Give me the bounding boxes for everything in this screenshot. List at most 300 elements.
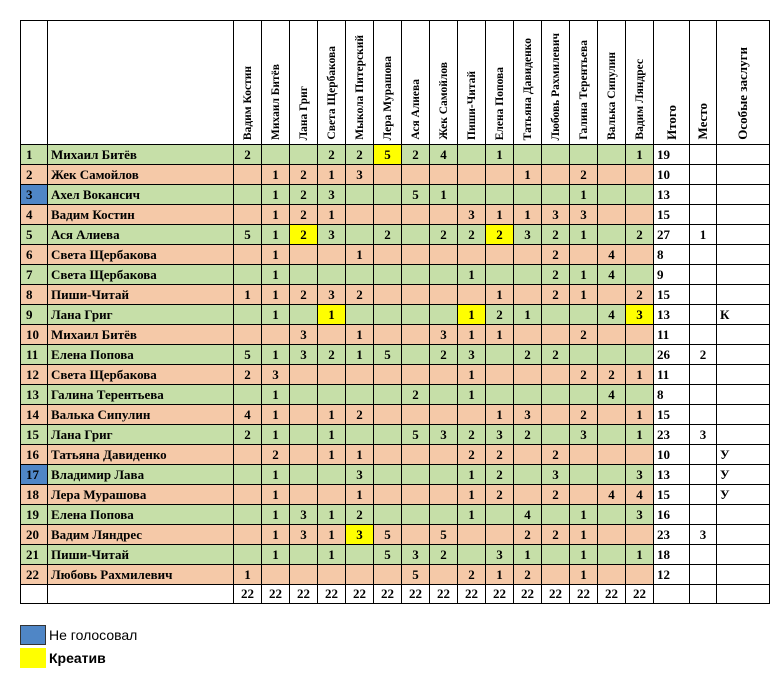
total-cell: 11 <box>654 325 690 345</box>
row-number: 9 <box>21 305 48 325</box>
row-number: 6 <box>21 245 48 265</box>
score-cell <box>430 505 458 525</box>
score-cell <box>458 545 486 565</box>
table-row <box>21 365 770 385</box>
score-cell <box>430 465 458 485</box>
score-cell <box>290 245 318 265</box>
score-cell <box>486 385 514 405</box>
score-cell: 1 <box>486 145 514 165</box>
participant-name: Ахел Вокансич <box>48 185 234 205</box>
score-cell: 1 <box>318 205 346 225</box>
score-cell <box>542 545 570 565</box>
score-cell <box>374 245 402 265</box>
score-cell <box>346 225 374 245</box>
score-cell <box>290 425 318 445</box>
score-cell <box>318 565 346 585</box>
score-cell: 3 <box>542 465 570 485</box>
score-cell: 1 <box>570 545 598 565</box>
score-cell: 3 <box>290 505 318 525</box>
row-number: 5 <box>21 225 48 245</box>
score-cell <box>262 325 290 345</box>
score-cell: 2 <box>570 405 598 425</box>
score-cell <box>486 245 514 265</box>
score-cell: 1 <box>486 405 514 425</box>
merit-cell <box>717 205 770 225</box>
score-cell: 3 <box>626 305 654 325</box>
participant-name: Лана Григ <box>48 425 234 445</box>
score-cell: 1 <box>458 465 486 485</box>
score-cell <box>318 465 346 485</box>
score-cell <box>234 545 262 565</box>
score-cell: 3 <box>346 525 374 545</box>
table-row <box>21 325 770 345</box>
score-cell <box>598 285 626 305</box>
score-cell <box>542 565 570 585</box>
score-cell <box>374 185 402 205</box>
merit-cell <box>717 145 770 165</box>
table-row <box>21 405 770 425</box>
score-cell: 1 <box>570 565 598 585</box>
score-cell: 1 <box>458 365 486 385</box>
score-cell: 5 <box>402 565 430 585</box>
voter-count-cell: 22 <box>290 585 318 604</box>
column-header <box>430 21 458 145</box>
merit-cell <box>717 565 770 585</box>
score-cell: 1 <box>458 505 486 525</box>
score-cell <box>234 205 262 225</box>
score-cell: 3 <box>430 425 458 445</box>
score-cell <box>374 265 402 285</box>
score-cell: 2 <box>402 145 430 165</box>
place-cell <box>690 245 717 265</box>
voter-count-cell: 22 <box>402 585 430 604</box>
table-row <box>21 285 770 305</box>
score-cell: 2 <box>318 145 346 165</box>
score-cell <box>514 325 542 345</box>
score-cell <box>290 565 318 585</box>
header-corner-num <box>21 21 48 145</box>
place-cell <box>690 385 717 405</box>
total-cell: 13 <box>654 305 690 325</box>
score-cell <box>514 385 542 405</box>
score-cell <box>374 485 402 505</box>
creative-label: Креатив <box>49 650 106 666</box>
score-cell <box>598 165 626 185</box>
score-cell <box>234 445 262 465</box>
score-cell <box>402 485 430 505</box>
score-cell <box>374 565 402 585</box>
score-cell <box>402 165 430 185</box>
total-cell: 15 <box>654 405 690 425</box>
table-row <box>21 145 770 165</box>
score-cell: 3 <box>318 185 346 205</box>
score-cell: 2 <box>542 525 570 545</box>
score-cell <box>514 245 542 265</box>
score-cell: 2 <box>290 185 318 205</box>
score-cell <box>346 185 374 205</box>
score-cell <box>626 245 654 265</box>
score-cell <box>486 345 514 365</box>
footer-empty <box>717 585 770 604</box>
score-cell: 1 <box>514 165 542 185</box>
footer-empty <box>48 585 234 604</box>
score-cell: 5 <box>234 345 262 365</box>
table-row <box>21 425 770 445</box>
row-number: 12 <box>21 365 48 385</box>
score-cell <box>402 205 430 225</box>
footer-empty <box>654 585 690 604</box>
score-cell: 3 <box>458 205 486 225</box>
voter-count-cell: 22 <box>318 585 346 604</box>
score-cell <box>486 265 514 285</box>
score-cell <box>458 405 486 425</box>
column-header-label: Ася Алиева <box>409 79 422 140</box>
merit-cell: У <box>717 445 770 465</box>
merit-cell: К <box>717 305 770 325</box>
score-cell: 1 <box>318 405 346 425</box>
place-cell <box>690 165 717 185</box>
column-header-label: Галина Терентьева <box>577 40 590 140</box>
score-cell: 1 <box>458 305 486 325</box>
column-header-label: Михаил Битёв <box>269 64 282 140</box>
score-cell: 1 <box>570 225 598 245</box>
total-cell: 10 <box>654 445 690 465</box>
score-cell: 1 <box>570 185 598 205</box>
merit-cell <box>717 365 770 385</box>
score-cell <box>430 245 458 265</box>
score-cell: 1 <box>262 505 290 525</box>
score-cell <box>570 245 598 265</box>
score-cell: 1 <box>234 565 262 585</box>
row-number: 15 <box>21 425 48 445</box>
row-number: 2 <box>21 165 48 185</box>
participant-name: Елена Попова <box>48 345 234 365</box>
total-cell: 18 <box>654 545 690 565</box>
score-cell <box>234 165 262 185</box>
score-cell: 3 <box>486 425 514 445</box>
total-cell: 15 <box>654 485 690 505</box>
summary-header-label: Итого <box>663 105 679 140</box>
score-cell <box>458 165 486 185</box>
column-header <box>402 21 430 145</box>
score-cell <box>374 465 402 485</box>
table-row <box>21 345 770 365</box>
score-cell <box>570 305 598 325</box>
score-cell <box>598 505 626 525</box>
total-cell: 15 <box>654 285 690 305</box>
column-header <box>318 21 346 145</box>
score-cell: 1 <box>514 305 542 325</box>
score-cell: 1 <box>262 305 290 325</box>
total-cell: 8 <box>654 385 690 405</box>
merit-cell <box>717 525 770 545</box>
score-cell: 5 <box>374 145 402 165</box>
merit-cell <box>717 185 770 205</box>
score-cell <box>458 245 486 265</box>
score-cell <box>626 445 654 465</box>
score-cell <box>318 485 346 505</box>
column-header <box>262 21 290 145</box>
score-cell: 1 <box>626 145 654 165</box>
participant-name: Вадим Костин <box>48 205 234 225</box>
score-cell: 1 <box>570 525 598 545</box>
score-cell: 5 <box>374 545 402 565</box>
score-cell: 3 <box>458 345 486 365</box>
column-header <box>570 21 598 145</box>
score-cell <box>234 265 262 285</box>
place-cell <box>690 565 717 585</box>
score-cell: 1 <box>262 225 290 245</box>
header-row <box>21 21 770 145</box>
score-cell <box>262 565 290 585</box>
column-header-label: Мыкола Питерский <box>353 35 366 140</box>
score-cell: 1 <box>458 325 486 345</box>
score-cell <box>542 325 570 345</box>
summary-header-label: Особые заслуги <box>735 47 750 140</box>
score-cell: 1 <box>262 525 290 545</box>
merit-cell <box>717 325 770 345</box>
score-cell: 5 <box>234 225 262 245</box>
column-header-label: Валька Сипулин <box>605 52 618 140</box>
score-cell: 3 <box>346 165 374 185</box>
score-cell <box>458 285 486 305</box>
score-cell <box>486 505 514 525</box>
score-cell <box>486 525 514 545</box>
score-cell: 5 <box>402 425 430 445</box>
score-cell <box>598 185 626 205</box>
score-cell <box>570 345 598 365</box>
table-row <box>21 165 770 185</box>
score-cell <box>514 485 542 505</box>
table-row <box>21 305 770 325</box>
table-row <box>21 185 770 205</box>
score-cell: 3 <box>626 465 654 485</box>
score-cell: 5 <box>402 185 430 205</box>
score-cell: 2 <box>542 445 570 465</box>
score-cell: 2 <box>402 385 430 405</box>
row-number: 22 <box>21 565 48 585</box>
score-cell: 1 <box>262 285 290 305</box>
score-cell <box>598 405 626 425</box>
total-cell: 13 <box>654 465 690 485</box>
place-cell: 2 <box>690 345 717 365</box>
score-cell: 1 <box>318 425 346 445</box>
score-cell: 1 <box>262 545 290 565</box>
score-cell: 2 <box>430 545 458 565</box>
score-cell: 2 <box>290 165 318 185</box>
score-cell: 4 <box>514 505 542 525</box>
participant-name: Валька Сипулин <box>48 405 234 425</box>
score-cell: 1 <box>570 285 598 305</box>
score-cell: 1 <box>486 325 514 345</box>
score-cell <box>234 325 262 345</box>
row-number: 8 <box>21 285 48 305</box>
score-cell <box>402 305 430 325</box>
column-header-label: Света Щербакова <box>325 46 338 140</box>
score-cell: 2 <box>374 225 402 245</box>
score-cell <box>402 325 430 345</box>
row-number: 17 <box>21 465 48 485</box>
column-header <box>234 21 262 145</box>
score-cell: 2 <box>486 485 514 505</box>
score-cell <box>542 405 570 425</box>
score-cell <box>598 325 626 345</box>
score-cell <box>318 325 346 345</box>
score-cell <box>234 185 262 205</box>
score-cell: 4 <box>234 405 262 425</box>
score-cell: 3 <box>346 465 374 485</box>
score-cell: 2 <box>262 445 290 465</box>
voter-count-cell: 22 <box>514 585 542 604</box>
row-number: 18 <box>21 485 48 505</box>
participant-name: Галина Терентьева <box>48 385 234 405</box>
score-cell <box>458 525 486 545</box>
score-cell <box>262 145 290 165</box>
column-header-label: Вадим Костин <box>241 65 254 140</box>
column-header <box>346 21 374 145</box>
score-cell: 2 <box>346 145 374 165</box>
score-cell: 2 <box>570 165 598 185</box>
legend-not-voted <box>20 625 137 645</box>
score-cell <box>598 225 626 245</box>
column-header-label: Жек Самойлов <box>437 62 450 140</box>
total-cell: 19 <box>654 145 690 165</box>
score-cell: 2 <box>290 205 318 225</box>
score-cell: 1 <box>234 285 262 305</box>
table-row <box>21 565 770 585</box>
score-cell <box>570 465 598 485</box>
score-cell <box>402 465 430 485</box>
place-cell <box>690 465 717 485</box>
score-cell <box>626 265 654 285</box>
place-cell <box>690 265 717 285</box>
participant-name: Света Щербакова <box>48 265 234 285</box>
score-cell <box>626 565 654 585</box>
score-cell: 2 <box>542 485 570 505</box>
score-cell <box>514 285 542 305</box>
score-cell: 1 <box>262 465 290 485</box>
merit-cell <box>717 345 770 365</box>
score-cell: 1 <box>262 385 290 405</box>
score-cell: 1 <box>318 165 346 185</box>
score-cell: 3 <box>402 545 430 565</box>
score-cell <box>290 305 318 325</box>
voter-count-cell: 22 <box>374 585 402 604</box>
score-cell: 2 <box>542 285 570 305</box>
score-cell <box>542 145 570 165</box>
score-cell: 2 <box>458 225 486 245</box>
summary-header-label: Место <box>695 103 710 140</box>
total-cell: 23 <box>654 425 690 445</box>
score-cell: 1 <box>262 345 290 365</box>
score-cell <box>430 385 458 405</box>
score-cell <box>570 385 598 405</box>
score-cell <box>234 505 262 525</box>
score-cell: 1 <box>626 405 654 425</box>
score-cell: 1 <box>262 425 290 445</box>
score-cell <box>234 305 262 325</box>
score-cell: 1 <box>626 425 654 445</box>
score-cell: 2 <box>430 345 458 365</box>
merit-cell <box>717 245 770 265</box>
place-cell <box>690 365 717 385</box>
score-cell <box>402 525 430 545</box>
score-cell <box>234 525 262 545</box>
score-cell <box>374 325 402 345</box>
voter-count-cell: 22 <box>486 585 514 604</box>
total-cell: 13 <box>654 185 690 205</box>
score-cell <box>486 165 514 185</box>
total-cell: 16 <box>654 505 690 525</box>
score-cell <box>430 305 458 325</box>
legend-creative <box>20 648 106 668</box>
merit-cell <box>717 285 770 305</box>
score-cell <box>458 185 486 205</box>
score-cell <box>598 465 626 485</box>
score-cell <box>374 165 402 185</box>
score-cell <box>430 485 458 505</box>
merit-cell <box>717 425 770 445</box>
score-cell: 4 <box>598 385 626 405</box>
column-header <box>458 21 486 145</box>
score-cell <box>598 525 626 545</box>
score-cell <box>430 165 458 185</box>
score-cell <box>430 205 458 225</box>
score-cell <box>430 445 458 465</box>
score-cell <box>542 425 570 445</box>
score-cell: 1 <box>514 545 542 565</box>
score-cell: 5 <box>430 525 458 545</box>
participant-name: Михаил Битёв <box>48 145 234 165</box>
score-cell <box>598 545 626 565</box>
row-number: 21 <box>21 545 48 565</box>
score-cell: 1 <box>626 365 654 385</box>
score-cell <box>542 185 570 205</box>
column-header <box>374 21 402 145</box>
score-cell <box>234 245 262 265</box>
score-cell: 2 <box>626 285 654 305</box>
score-cell: 3 <box>542 205 570 225</box>
score-cell <box>514 265 542 285</box>
score-cell <box>290 445 318 465</box>
score-cell: 3 <box>318 225 346 245</box>
score-cell: 4 <box>598 305 626 325</box>
total-cell: 26 <box>654 345 690 365</box>
score-cell <box>374 305 402 325</box>
score-cell <box>626 165 654 185</box>
score-cell: 3 <box>570 205 598 225</box>
score-cell: 1 <box>430 185 458 205</box>
score-cell <box>402 445 430 465</box>
score-cell: 2 <box>514 525 542 545</box>
table-row <box>21 465 770 485</box>
score-cell <box>514 445 542 465</box>
participant-name: Жек Самойлов <box>48 165 234 185</box>
table-row <box>21 385 770 405</box>
score-cell <box>514 145 542 165</box>
score-cell <box>374 505 402 525</box>
merit-cell <box>717 165 770 185</box>
voter-count-cell: 22 <box>626 585 654 604</box>
score-cell <box>402 405 430 425</box>
voter-count-cell: 22 <box>234 585 262 604</box>
place-cell <box>690 305 717 325</box>
participant-name: Света Щербакова <box>48 365 234 385</box>
total-cell: 23 <box>654 525 690 545</box>
score-cell: 2 <box>346 505 374 525</box>
score-cell <box>234 465 262 485</box>
score-cell: 2 <box>234 145 262 165</box>
